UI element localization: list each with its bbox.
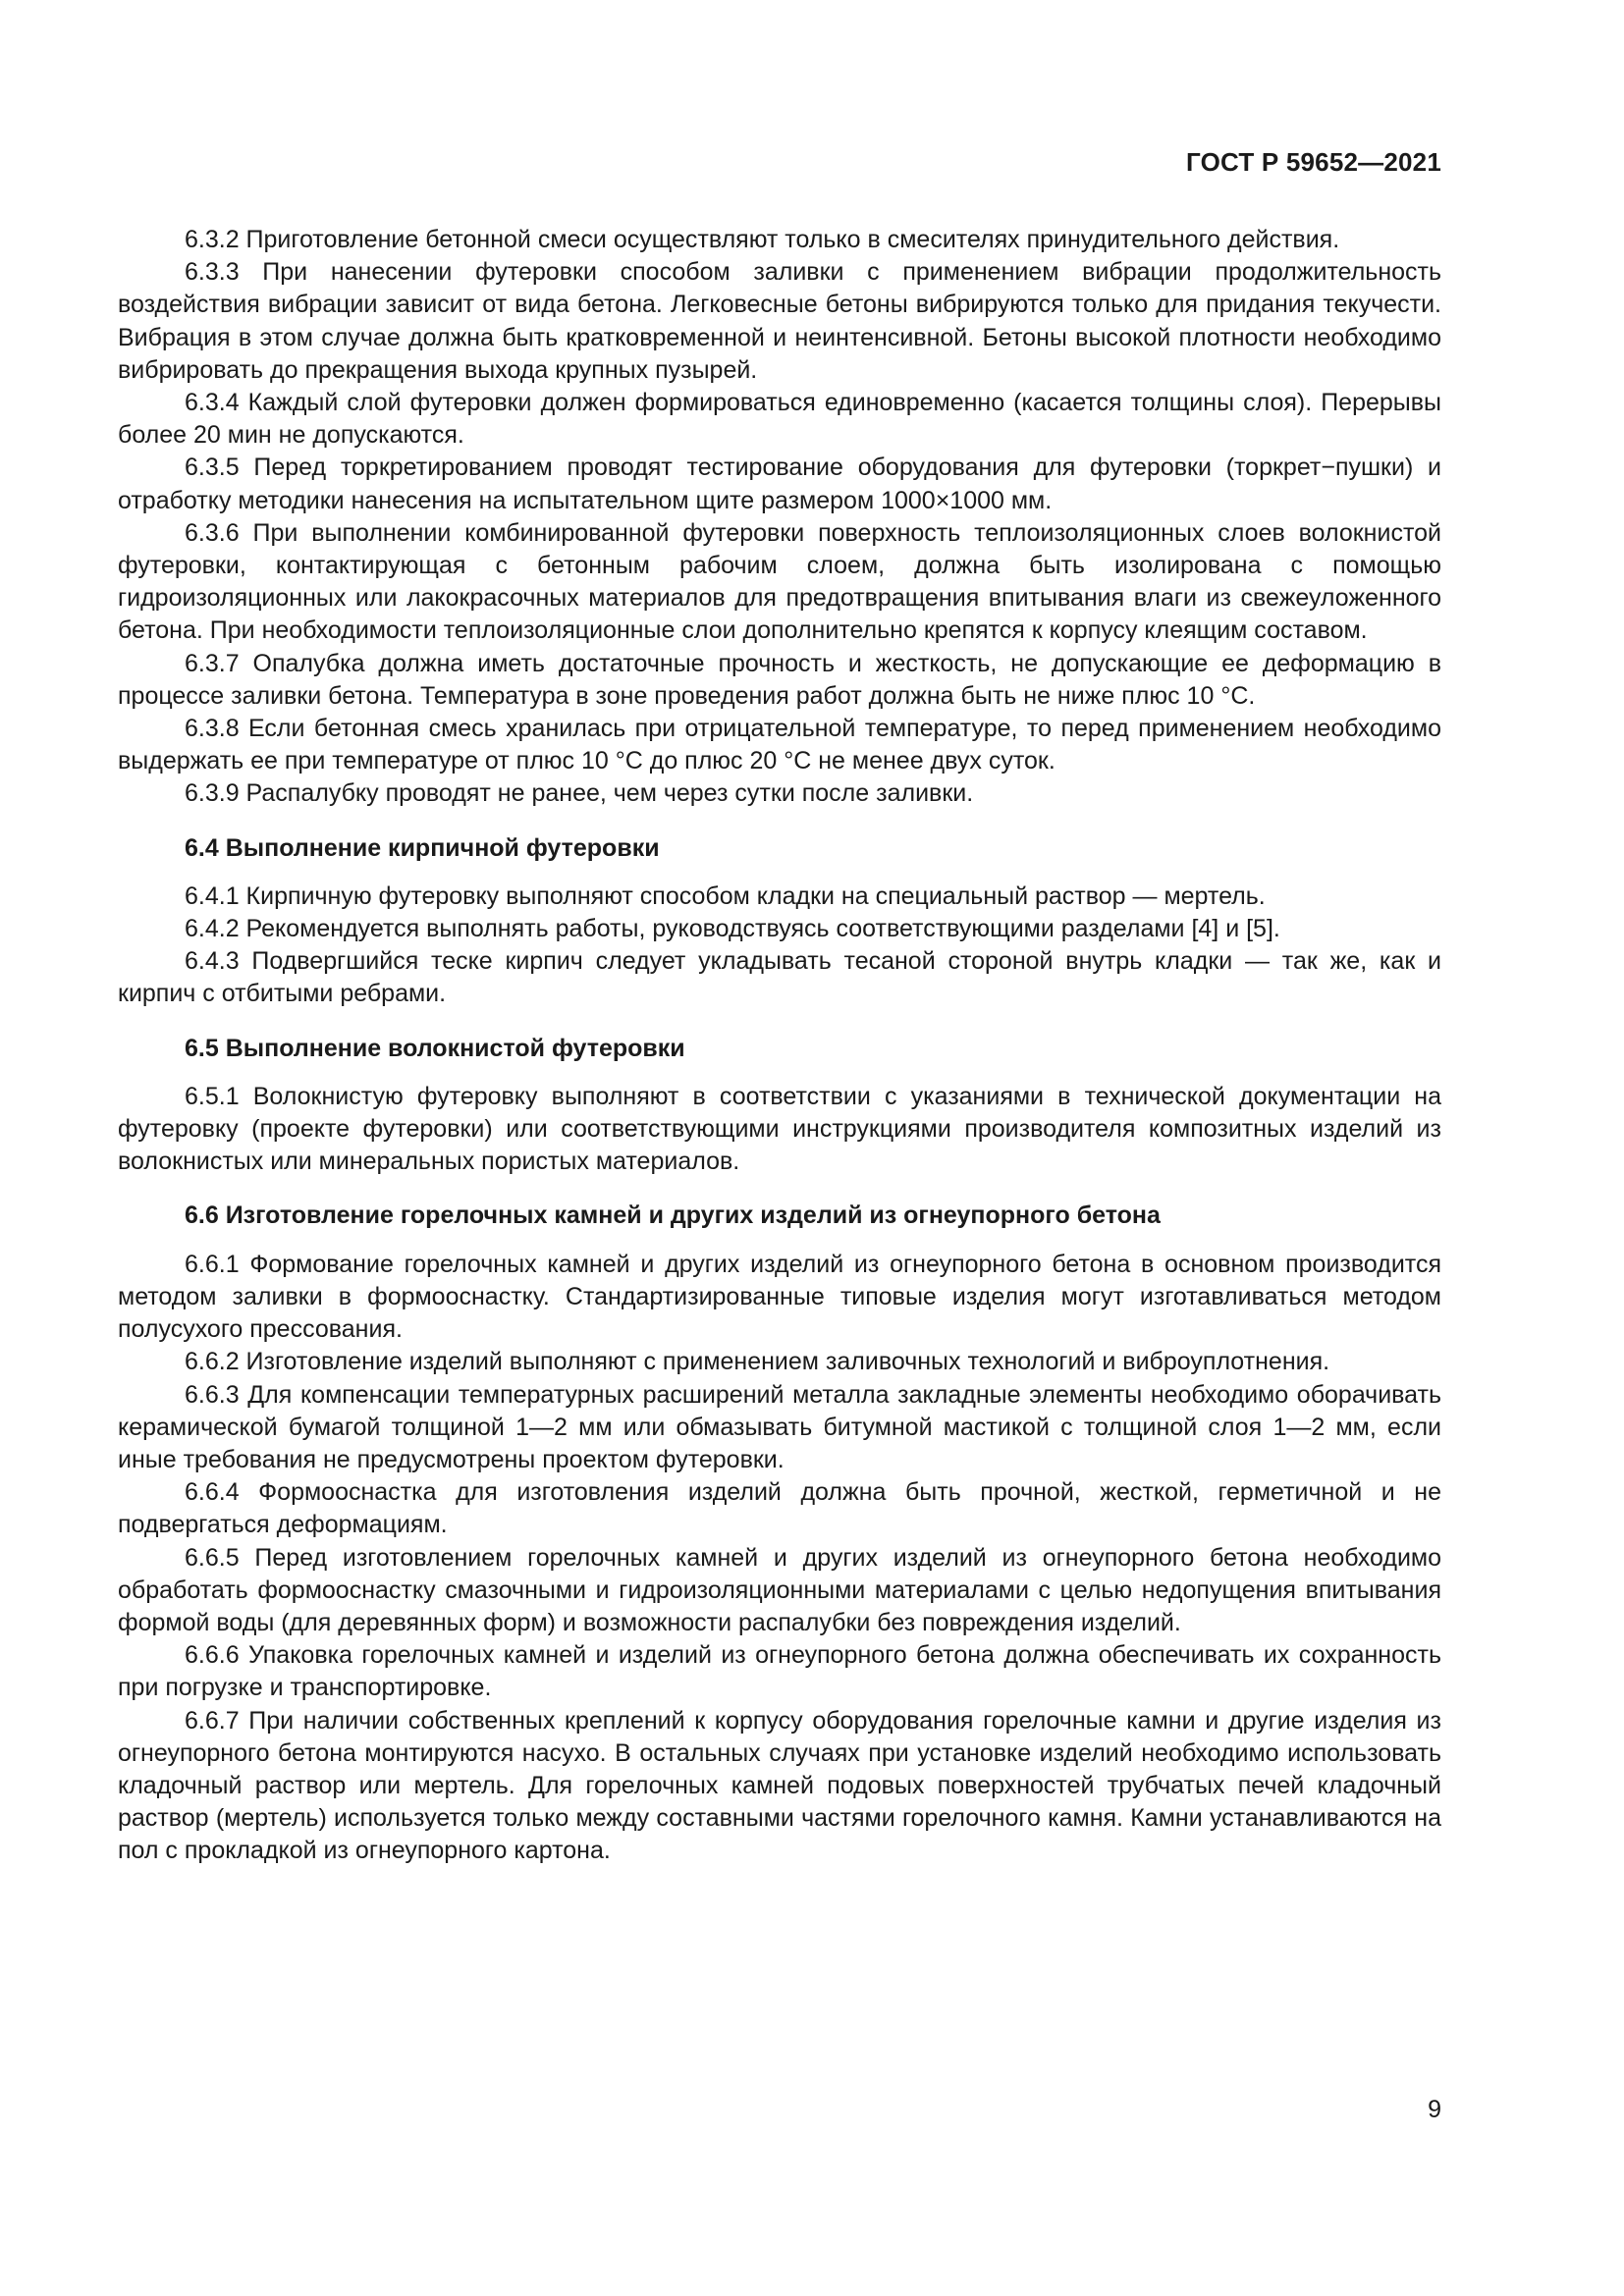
- page-number: 9: [1428, 2096, 1441, 2123]
- section-heading-6-4: 6.4 Выполнение кирпичной футеровки: [185, 833, 660, 862]
- paragraph-6-6-5: 6.6.5 Перед изготовлением горелочных камней и других изделий из огнеупорного бетона необходимо обработать формооснастку смазочными и гидроизоляционными материалами с целью недопущения впитывания формой воды (для деревянных форм) и возможности распалубки без повреждения изделий.: [118, 1543, 1441, 1636]
- section-heading-6-5: 6.5 Выполнение волокнистой футеровки: [185, 1034, 685, 1062]
- paragraph-6-3-2: 6.3.2 Приготовление бетонной смеси осуществляют только в смесителях принудительного действия.: [185, 226, 1340, 253]
- paragraph-6-3-4: 6.3.4 Каждый слой футеровки должен формироваться единовременно (касается толщины слоя). Перерывы более 20 мин не допускаются.: [118, 389, 1441, 450]
- paragraph-6-3-6: 6.3.6 При выполнении комбинированной футеровки поверхность теплоизоляционных слоев волокнистой футеровки, контактирующая с бетонным рабочим слоем, должна быть изолирована с помощью гидроизоляционных или лакокрасочных материалов для предотвращения впитывания влаги из свежеуложенного бетона. При необходимости теплоизоляционные слои дополнительно крепятся к корпусу клеящим составом.: [118, 518, 1441, 645]
- paragraph-6-3-8: 6.3.8 Если бетонная смесь хранилась при отрицательной температуре, то перед применением необходимо выдержать ее при температуре от плюс 10 °С до плюс 20 °С не менее двух суток.: [118, 715, 1441, 775]
- section-heading-6-6: 6.6 Изготовление горелочных камней и других изделий из огнеупорного бетона: [185, 1201, 1161, 1230]
- paragraph-6-3-5: 6.3.5 Перед торкретированием проводят тестирование оборудования для футеровки (торкрет−пушки) и отработку методики нанесения на испытательном щите размером 1000×1000 мм.: [118, 454, 1441, 514]
- paragraph-6-4-2: 6.4.2 Рекомендуется выполнять работы, руководствуясь соответствующими разделами [4] и [5].: [185, 915, 1280, 943]
- paragraph-6-4-1: 6.4.1 Кирпичную футеровку выполняют способом кладки на специальный раствор — мертель.: [185, 881, 1266, 910]
- paragraph-6-3-9: 6.3.9 Распалубку проводят не ранее, чем через сутки после заливки.: [185, 779, 974, 808]
- paragraph-6-6-2: 6.6.2 Изготовление изделий выполняют с применением заливочных технологий и виброуплотнения.: [185, 1348, 1330, 1376]
- paragraph-6-5-1: 6.5.1 Волокнистую футеровку выполняют в соответствии с указаниями в технической документации на футеровку (проекте футеровки) или соответствующими инструкциями производителя композитных изделий из волокнистых или минеральных пористых материалов.: [118, 1082, 1441, 1176]
- document-body: [118, 224, 1441, 1868]
- paragraph-6-6-7: 6.6.7 При наличии собственных креплений к корпусу оборудования горелочные камни и другие изделия из огнеупорного бетона монтируются насухо. В остальных случаях при установке изделий необходимо использовать кладочный раствор или мертель. Для горелочных камней подовых поверхностей трубчатых печей кладочный раствор (мертель) используется только между составными частями горелочного камня. Камни устанавливаются на пол с прокладкой из огнеупорного картона.: [118, 1706, 1441, 1865]
- paragraph-6-3-7: 6.3.7 Опалубка должна иметь достаточные прочность и жесткость, не допускающие ее деформацию в процессе заливки бетона. Температура в зоне проведения работ должна быть не ниже плюс 10 °С.: [118, 649, 1441, 710]
- paragraph-6-6-6: 6.6.6 Упаковка горелочных камней и изделий из огнеупорного бетона должна обеспечивать их сохранность при погрузке и транспортировке.: [118, 1641, 1441, 1702]
- paragraph-6-6-3: 6.6.3 Для компенсации температурных расширений металла закладные элементы необходимо оборачивать керамической бумагой толщиной 1—2 мм или обмазывать битумной мастикой с толщиной слоя 1—2 мм, если иные требования не предусмотрены проектом футеровки.: [118, 1380, 1441, 1473]
- paragraph-6-4-3: 6.4.3 Подвергшийся теске кирпич следует укладывать тесаной стороной внутрь кладки — так же, как и кирпич с отбитыми ребрами.: [118, 947, 1441, 1008]
- paragraph-6-6-4: 6.6.4 Формооснастка для изготовления изделий должна быть прочной, жесткой, герметичной и не подвергаться деформациям.: [118, 1478, 1441, 1539]
- standard-header: ГОСТ Р 59652—2021: [1186, 147, 1441, 177]
- paragraph-6-6-1: 6.6.1 Формование горелочных камней и других изделий из огнеупорного бетона в основном производится методом заливки в формооснастку. Стандартизированные типовые изделия могут изготавливаться методом полусухого прессования.: [118, 1250, 1441, 1344]
- paragraph-6-3-3: 6.3.3 При нанесении футеровки способом заливки с применением вибрации продолжительность воздействия вибрации зависит от вида бетона. Легковесные бетоны вибрируются только для придания текучести. Вибрация в этом случае должна быть кратковременной и неинтенсивной. Бетоны высокой плотности необходимо вибрировать до прекращения выхода крупных пузырей.: [118, 258, 1441, 384]
